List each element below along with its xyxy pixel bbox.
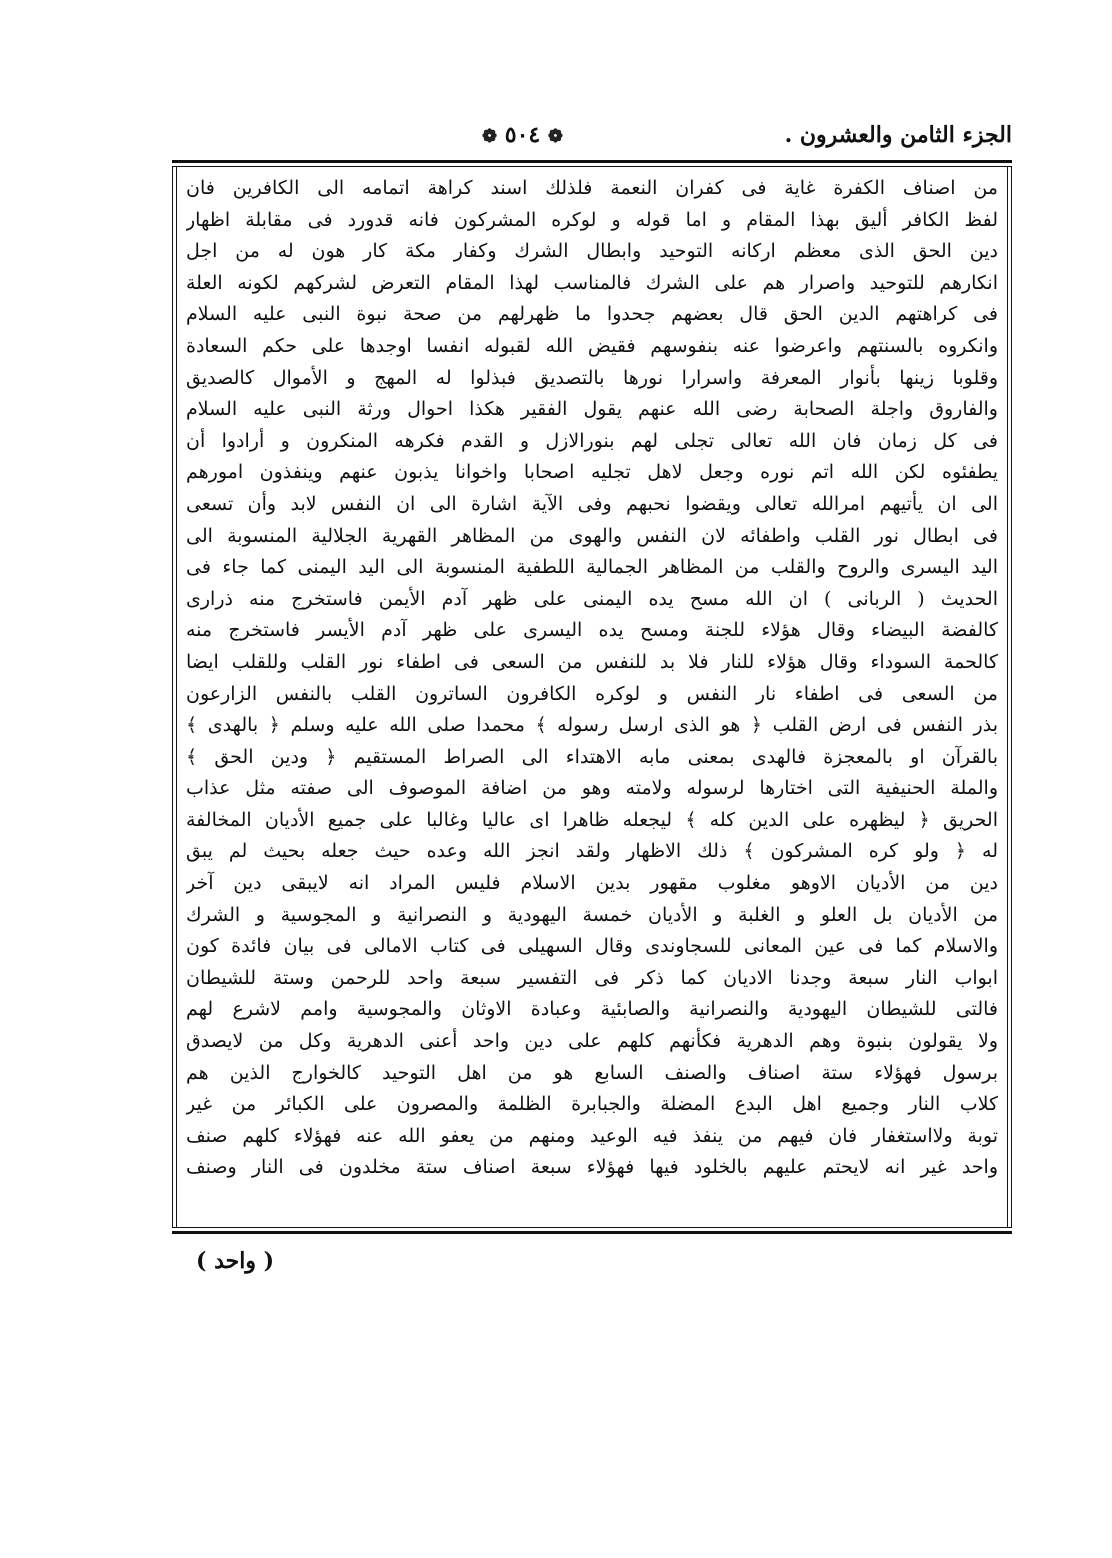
text-line: فالتى للشيطان اليهودية والنصرانية والصابئية وعبادة الاوثان والمجوسية وامم لاشرع لهم — [186, 998, 998, 1021]
catchword: ( واحد ) — [196, 1248, 275, 1274]
text-line: الحريق ﴿ ليظهره على الدين كله ﴾ ليجعله ظاهرا اى عاليا وغالبا على جميع الأديان المخالفة — [186, 808, 998, 831]
text-line: برسول فهؤلاء ستة اصناف والصنف السابع هو من اهل التوحيد كالخوارج الذين هم — [186, 1061, 998, 1084]
text-line: واحد غير انه لايحتم عليهم بالخلود فيها فهؤلاء سبعة اصناف ستة مخلدون فى النار وصنف — [186, 1156, 998, 1179]
text-line: بذر النفس فى ارض القلب ﴿ هو الذى ارسل رسوله ﴾ محمدا صلى الله عليه وسلم ﴿ بالهدى ﴾ — [186, 714, 998, 737]
text-line: من اصناف الكفرة غاية فى كفران النعمة فلذلك اسند كراهة اتمامه الى الكافرين فان — [186, 177, 998, 199]
text-line: انكارهم للتوحيد واصرار هم على الشرك فالمناسب لهذا المقام التعرض لشركهم لكونه العلة — [186, 271, 998, 294]
text-line: والملة الحنيفية التى اختارها لرسوله ولامته وهو من اضافة الموصوف الى صفته مثل عذاب — [186, 777, 998, 800]
frame-inner-bottom-rule — [172, 1227, 1012, 1228]
text-line: كالحمة السوداء وقال هؤلاء للنار فلا بد للنفس من السعى فى اطفاء نور القلب وللقلب ايضا — [186, 650, 998, 673]
page-number-group — [482, 122, 563, 148]
text-line: له ﴿ ولو كره المشركون ﴾ ذلك الاظهار ولقد انجز الله وعده حيث جعله بحيث لم يبق — [186, 840, 998, 863]
text-line: دين الحق الذى معظم اركانه التوحيد وابطال الشرك وكفار مكة كار هون له من اجل — [186, 240, 998, 263]
running-head — [176, 120, 1012, 156]
text-line: اليد اليسرى والروح والقلب من المظاهر الجمالية اللطفية المنسوبة الى اليد اليمنى كما جاء فى — [186, 556, 998, 579]
text-line: توبة ولااستغفار فان فيهم من ينفذ فيه الوعيد ومنهم من يعفو الله عنه فهؤلاء كلهم صنف — [186, 1124, 998, 1147]
text-line: والاسلام كما فى عين المعانى للسجاوندى وقال السهيلى فى كتاب الامالى فى بيان فائدة كون — [186, 935, 998, 958]
text-line: بالقرآن او بالمعجزة فالهدى بمعنى مابه الاهتداء الى الصراط المستقيم ﴿ ودين الحق ﴾ — [186, 745, 998, 768]
text-line: لفظ الكافر أليق بهذا المقام و اما قوله و لوكره المشركون فانه قدورد فى مقابلة اظهار — [186, 208, 998, 231]
ornament-left-icon: ❁ — [482, 126, 498, 147]
page-number: ٥٠٤ — [504, 122, 541, 148]
ornament-right-icon: ❁ — [547, 126, 563, 147]
part-label: الجزء الثامن والعشرون . — [784, 122, 1012, 148]
text-line: فى ابطال نور القلب واطفائه لان النفس والهوى من المظاهر القهرية الجلالية المنسوبة الى — [186, 524, 998, 547]
frame-inner-top-rule — [172, 166, 1012, 167]
text-line: كالفضة البيضاء وقال هؤلاء للجنة ومسح يده اليسرى على ظهر آدم الأيسر فاستخرج منه — [186, 619, 998, 642]
text-frame — [172, 160, 1012, 1234]
body-text — [186, 173, 998, 1216]
text-line: من السعى فى اطفاء نار النفس و لوكره الكافرون الساترون القلب بالنفس الزارعون — [186, 682, 998, 705]
text-line: والفاروق واجلة الصحابة رضى الله عنهم يقول الفقير هكذا احوال ورثة النبى عليه السلام — [186, 398, 998, 421]
text-line: فى كل زمان فان الله تعالى تجلى لهم بنورالازل و القدم فكرهه المنكرون و أرادوا أن — [186, 429, 998, 452]
text-line — [186, 1184, 998, 1216]
text-line: فى كراهتهم الدين الحق قال بعضهم جحدوا ما ظهرلهم من صحة نبوة النبى عليه السلام — [186, 303, 998, 326]
text-line: من الأديان بل العلو و الغلبة و الأديان خمسة اليهودية و النصرانية و المجوسية و الشرك — [186, 903, 998, 926]
text-line: ولا يقولون بنبوة وهم الدهرية فكأنهم كلهم على دين واحد أعنى الدهرية وكل من لايصدق — [186, 1030, 998, 1053]
text-line: الى ان يأتيهم امرالله تعالى ويقضوا نحبهم وفى الآية اشارة الى ان النفس لابد وأن تسعى — [186, 492, 998, 515]
text-line: وانكروه بالسنتهم واعرضوا عنه بنفوسهم فقيض الله لقبوله انفسا اوجدها على حكم السعادة — [186, 334, 998, 357]
text-line: وقلوبا زينها بأنوار المعرفة واسرارا نورها بالتصديق فبذلوا له المهج و الأموال كالصديق — [186, 366, 998, 389]
text-line: كلاب النار وجميع اهل البدع المضلة والجبابرة الظلمة والمصرون على الكبائر من غير — [186, 1093, 998, 1116]
text-line: ابواب النار سبعة وجدنا الاديان كما ذكر فى التفسير سبعة واحد للرحمن وستة للشيطان — [186, 966, 998, 989]
text-line: يطفئوه لكن الله اتم نوره وجعل لاهل تجليه اصحابا واخوانا يذبون عنهم وينفذون امورهم — [186, 461, 998, 484]
text-line: الحديث ( الربانى ) ان الله مسح يده اليمنى على ظهر آدم الأيمن فاستخرج منه ذرارى — [186, 587, 998, 610]
text-line: دين من الأديان الاوهو مغلوب مقهور بدين الاسلام فليس المراد انه لايبقى دين آخر — [186, 872, 998, 895]
